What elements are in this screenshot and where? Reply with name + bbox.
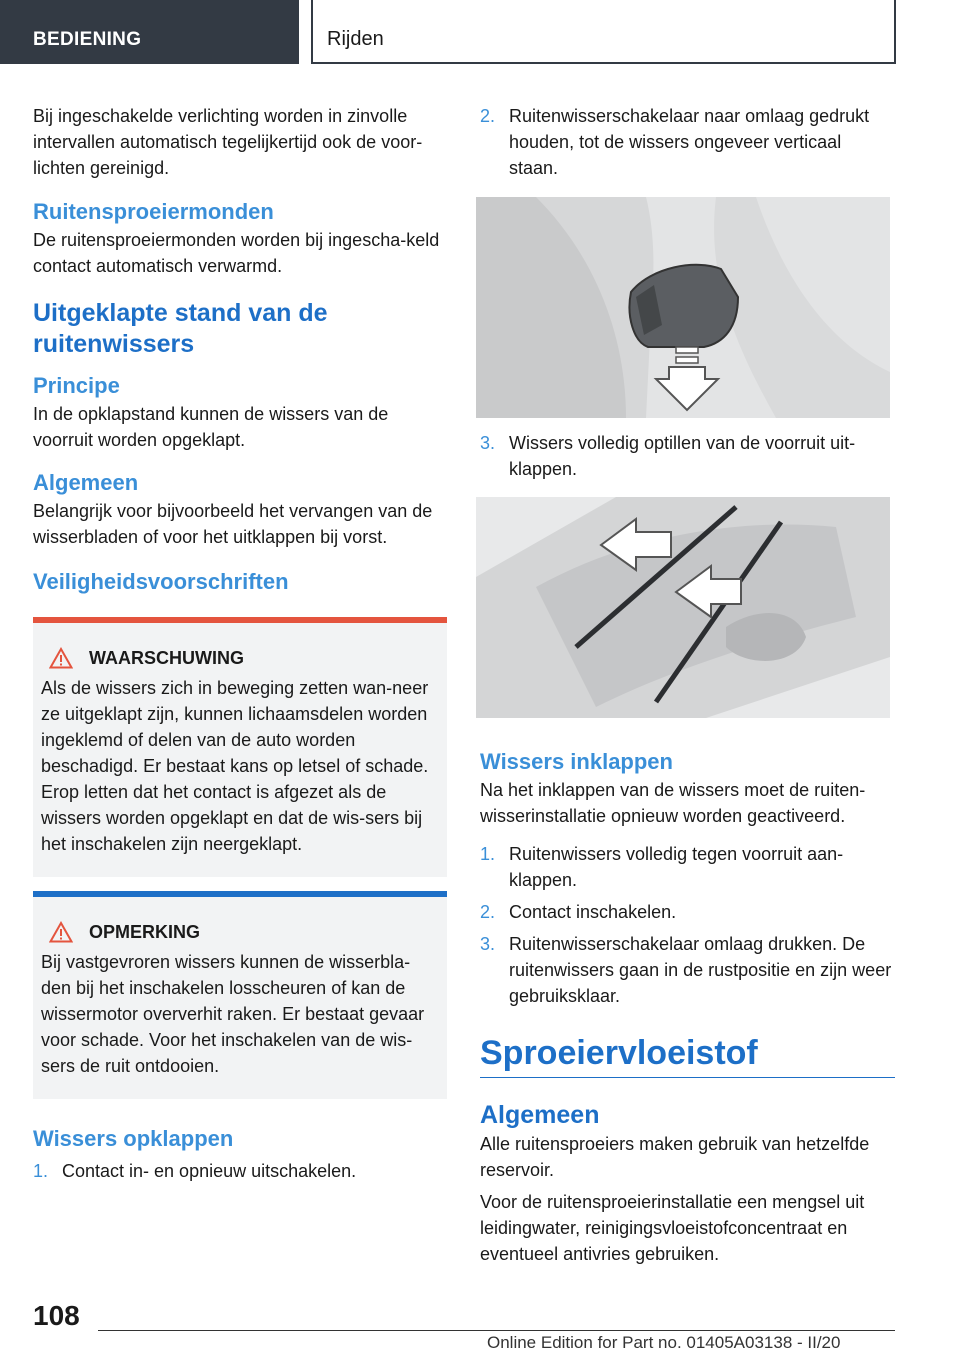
warning-title: WAARSCHUWING: [89, 647, 244, 668]
wiper-switch-drawing: [476, 197, 890, 418]
list-item: [480, 931, 895, 1009]
page-number: 108: [33, 1300, 80, 1331]
step-text: Ruitenwisserschakelaar naar omlaag gedrukt houden, tot de wissers ongeveer verticaal staan.: [509, 106, 870, 178]
warning-triangle-icon: [49, 921, 73, 943]
warning-header: [41, 647, 439, 669]
chapter-tab: [311, 0, 896, 64]
paragraph-general: Belangrijk voor bijvoorbeeld het vervangen van de wisserbladen of voor het uitklappen bij vorst.: [33, 501, 433, 547]
fold-up-steps: [33, 1158, 447, 1184]
right-column: [480, 100, 895, 1267]
intro-paragraph: Bij ingeschakelde verlichting worden in zinvolle intervallen automatisch tegelijkertijd ook de voor-lichten gereinigd.: [33, 106, 423, 178]
list-item: [480, 430, 895, 482]
list-item: [480, 841, 895, 893]
step-text: Ruitenwissers volledig tegen voorruit aan-klappen.: [509, 844, 844, 890]
step-text: Contact inschakelen.: [509, 902, 677, 922]
section-tab: [0, 0, 299, 64]
folded-wipers-illustration: [476, 497, 890, 718]
heading-fold-up: Wissers opklappen: [33, 1126, 234, 1151]
list-item: [480, 103, 895, 181]
fold-down-steps: [480, 841, 895, 1009]
heading-fluid-general: Algemeen: [480, 1101, 600, 1129]
warning-triangle-icon: [49, 647, 73, 669]
footer-divider: [98, 1330, 895, 1331]
chapter-title: Rijden: [327, 28, 384, 50]
note-title: OPMERKING: [89, 921, 201, 942]
heading-principle: Principe: [33, 373, 120, 398]
paragraph-nozzles: De ruitensproeiermonden worden bij ingescha-keld contact automatisch verwarmd.: [33, 230, 440, 276]
paragraph-principle: In de opklapstand kunnen de wissers van de voorruit worden opgeklapt.: [33, 404, 389, 450]
step-number: 3.: [480, 433, 496, 453]
warning-box: [33, 617, 447, 877]
step-number: 1.: [33, 1161, 49, 1181]
heading-fold-down: Wissers inklappen: [480, 749, 673, 774]
step-number: 2.: [480, 902, 496, 922]
folded-wipers-drawing: [476, 497, 890, 718]
heading-safety: Veiligheidsvoorschriften: [33, 569, 289, 594]
wiper-switch-illustration: [476, 197, 890, 418]
left-column: [33, 100, 447, 1184]
note-box: [33, 891, 447, 1099]
fold-up-steps-final: [480, 430, 895, 482]
section-title: BEDIENING: [33, 29, 142, 50]
step-text: Wissers volledig optillen van de voorruit uit-klappen.: [509, 433, 856, 479]
step-text: Ruitenwisserschakelaar omlaag drukken. De ruitenwissers gaan in de rustpositie en zijn weer gebruiksklaar.: [509, 934, 892, 1006]
note-header: [41, 921, 439, 943]
heading-folded-position: Uitgeklapte stand van de ruitenwissers: [33, 299, 328, 358]
fold-up-steps-continued: [480, 103, 895, 181]
edition-note: Online Edition for Part no. 01405A03138 - II/20: [487, 1333, 841, 1352]
paragraph-fluid-1: Alle ruitensproeiers maken gebruik van hetzelfde reservoir.: [480, 1134, 870, 1180]
note-text: Bij vastgevroren wissers kunnen de wisserbla-den bij het inschakelen losscheuren of kan de wissermotor oververhit raken. Er bestaat gevaar voor schade. Voor het inschakelen van de wis-sers de ruit ontdooien.: [41, 952, 425, 1076]
step-number: 3.: [480, 934, 496, 954]
heading-general: Algemeen: [33, 470, 139, 495]
step-number: 1.: [480, 844, 496, 864]
heading-washer-fluid: Sproeiervloeistof: [480, 1033, 895, 1078]
heading-nozzles: Ruitensproeiermonden: [33, 199, 274, 224]
paragraph-fluid-2: Voor de ruitensproeierinstallatie een mengsel uit leidingwater, reinigingsvloeistofconcentraat en eventueel antivries gebruiken.: [480, 1192, 865, 1264]
list-item: [480, 899, 895, 925]
paragraph-fold-down: Na het inklappen van de wissers moet de ruiten-wisserinstallatie opnieuw worden geactiveerd.: [480, 780, 866, 826]
list-item: [33, 1158, 447, 1184]
step-text: Contact in- en opnieuw uitschakelen.: [62, 1161, 357, 1181]
warning-text: Als de wissers zich in beweging zetten wan-neer ze uitgeklapt zijn, kunnen lichaamsdelen worden ingeklemd of delen van de auto worden beschadigd. Er bestaat kans op letsel of schade. Erop letten dat het contact is afgezet als de wissers worden opgeklapt en dat de wis-sers bij het inschakelen zijn neergeklapt.: [41, 678, 429, 854]
step-number: 2.: [480, 106, 496, 126]
